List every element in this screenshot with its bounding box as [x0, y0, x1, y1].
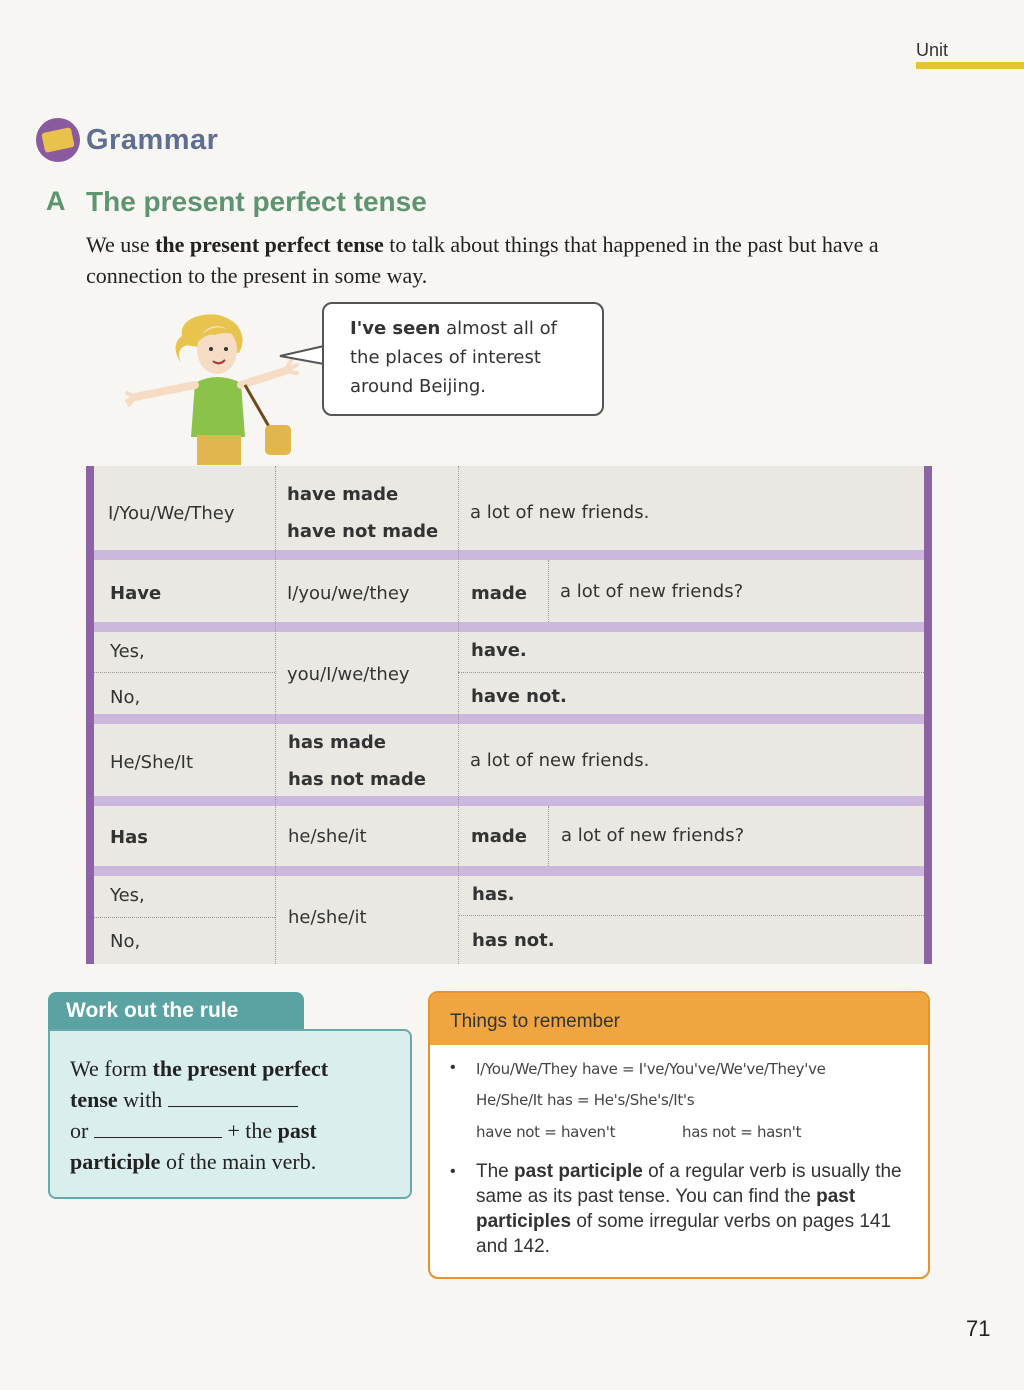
table-cell: No, [110, 931, 141, 952]
rule-text: or [70, 1118, 89, 1143]
remember-bold: past participles [476, 1186, 856, 1232]
table-cell: a lot of new friends? [560, 581, 744, 602]
row-divider [94, 672, 275, 673]
grammar-title: Grammar [86, 123, 219, 156]
row-separator [94, 866, 924, 876]
rule-bold: participle [70, 1149, 161, 1174]
table-cell: Yes, [110, 885, 145, 906]
grammar-heading [36, 118, 218, 162]
remember-bold: past participle [514, 1161, 643, 1182]
table-cell: have not. [471, 686, 567, 707]
remember-box [428, 991, 930, 1279]
section-title: The present perfect tense [86, 186, 427, 217]
girl-illustration [125, 305, 315, 465]
table-cell: Has [110, 827, 148, 848]
bullet-icon: • [450, 1059, 456, 1076]
intro-text [86, 229, 906, 291]
table-cell: has. [472, 884, 515, 905]
table-cell: have made [287, 484, 399, 505]
row-separator [94, 796, 924, 806]
table-cell: a lot of new friends. [470, 502, 650, 523]
rule-bold: the present perfect [152, 1056, 329, 1081]
table-cell: No, [110, 687, 141, 708]
remember-paragraph [476, 1159, 916, 1259]
table-cell: I/you/we/they [287, 583, 410, 604]
row-separator [94, 550, 924, 560]
rule-blank[interactable] [94, 1117, 222, 1138]
column-divider [275, 466, 276, 964]
speech-bold: I've seen [350, 318, 441, 339]
speech-line1: almost all of [440, 318, 557, 339]
remember-title: Things to remember [430, 993, 928, 1045]
table-cell: I/You/We/They [108, 503, 235, 524]
rule-text: + the [221, 1118, 278, 1143]
rule-blank[interactable] [168, 1086, 298, 1107]
page-number: 71 [966, 1316, 991, 1341]
intro-post: to talk about things that happened in the past but have a connection to the present in some way. [86, 232, 879, 288]
speech-bubble [322, 302, 604, 416]
unit-bar [916, 62, 1024, 69]
rule-bold: past [277, 1118, 317, 1143]
table-cell: has not made [288, 769, 426, 790]
table-cell: he/she/it [288, 826, 367, 847]
table-cell: has made [288, 732, 386, 753]
row-separator [94, 622, 924, 632]
bullet-icon: • [450, 1163, 456, 1180]
table-cell: He/She/It [110, 752, 194, 773]
column-divider [548, 806, 549, 866]
rule-text: of the main verb. [160, 1149, 317, 1174]
remember-text: of some irregular verbs on pages 141 and 142. [476, 1211, 892, 1257]
table-cell: he/she/it [288, 907, 367, 928]
column-divider [548, 560, 549, 622]
remember-text: The [476, 1161, 515, 1182]
column-divider [458, 466, 459, 964]
table-cell: a lot of new friends. [470, 750, 650, 771]
rule-box [48, 1029, 412, 1199]
rule-title: Work out the rule [48, 992, 304, 1032]
row-divider [458, 915, 924, 916]
table-cell: you/I/we/they [287, 664, 410, 685]
speech-line3: around Beijing. [350, 376, 486, 397]
table-cell: have. [471, 640, 527, 661]
row-separator [94, 714, 924, 724]
section-letter: A [46, 186, 66, 216]
unit-label: Unit [916, 40, 949, 60]
table-cell: Yes, [110, 641, 145, 662]
table-cell: made [471, 583, 527, 604]
row-divider [458, 672, 924, 673]
table-cell: has not. [472, 930, 555, 951]
rule-text: with [117, 1087, 163, 1112]
conjugation-table [86, 466, 932, 964]
table-cell: Have [110, 583, 162, 604]
table-cell: made [471, 826, 527, 847]
speech-line2: the places of interest [350, 347, 541, 368]
intro-bold: the present perfect tense [155, 232, 384, 257]
grammar-badge-icon [36, 118, 80, 162]
remember-line: has not = hasn't [682, 1123, 802, 1141]
rule-bold: tense [70, 1087, 118, 1112]
rule-text: We form [70, 1056, 153, 1081]
table-cell: have not made [287, 521, 439, 542]
remember-line: He/She/It has = He's/She's/It's [476, 1091, 695, 1109]
intro-pre: We use [86, 232, 156, 257]
row-divider [94, 917, 275, 918]
remember-text: of a regular verb is usually the same as its past tense. You can find the [476, 1161, 902, 1207]
remember-line: have not = haven't [476, 1123, 616, 1141]
remember-line: I/You/We/They have = I've/You've/We've/They've [476, 1060, 826, 1078]
speech-bubble-tail [278, 340, 326, 370]
table-cell: a lot of new friends? [561, 825, 745, 846]
